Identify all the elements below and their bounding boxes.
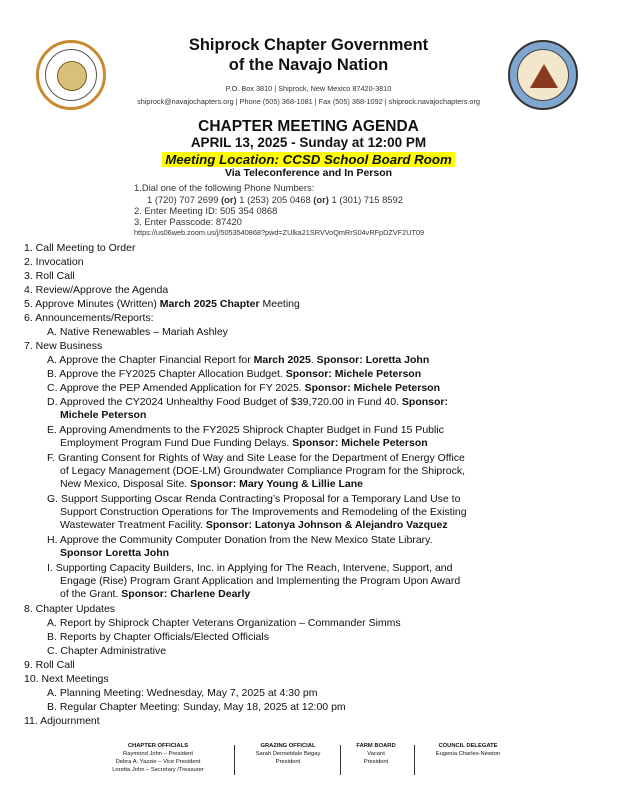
- footer-grazing-official: [248, 742, 328, 766]
- item-text: D. Approved the CY2024 Unhealthy Food Budget of $39,720.00 in Fund 40.: [47, 396, 402, 408]
- item-text: A. Approve the Chapter Financial Report for: [47, 354, 254, 366]
- phone-number-1: 1 (720) 707 2699: [147, 194, 219, 205]
- agenda-item-7d: [47, 396, 448, 409]
- dial-in-step-2: 2. Enter Meeting ID: 505 354 0868: [134, 205, 278, 216]
- agenda-item-7g-cont1: Support Construction Operations for The Improvements and Remodeling of the Existing: [60, 506, 467, 518]
- footer-heading: CHAPTER OFFICIALS: [127, 743, 189, 749]
- agenda-item-4: 4. Review/Approve the Agenda: [24, 284, 169, 296]
- agenda-item-7i-cont1: Engage (Rise) Program Grant Application and Implementing the Program Upon Award: [60, 575, 461, 587]
- agenda-item-7f: F. Granting Consent for Rights of Way and Site Lease for the Department of Energy Office: [47, 452, 465, 464]
- dial-in-step-3: 3. Enter Passcode: 87420: [134, 216, 242, 227]
- or-separator: (or): [313, 194, 329, 205]
- agenda-item-7h-cont: [60, 547, 169, 560]
- agenda-item-7i-cont2: [60, 588, 250, 601]
- agenda-item-7e-cont: [60, 437, 428, 450]
- agenda-item-5: [24, 298, 300, 311]
- agenda-item-11: 11. Adjournment: [24, 715, 100, 727]
- item-sponsor: Sponsor: Michele Peterson: [285, 368, 422, 380]
- item-sponsor: Sponsor: Michele Peterson: [292, 437, 428, 449]
- item-sponsor: Sponsor: Michele Peterson: [304, 382, 440, 394]
- agenda-item-10a: A. Planning Meeting: Wednesday, May 7, 2025 at 4:30 pm: [47, 687, 318, 699]
- agenda-item-10: 10. Next Meetings: [24, 673, 109, 685]
- item-text: .: [310, 354, 317, 366]
- footer-divider: [340, 745, 341, 775]
- mailing-address: P.O. Box 3810 | Shiprock, New Mexico 87420-3810: [225, 84, 392, 93]
- dial-in-numbers: [147, 194, 403, 205]
- footer-heading: GRAZING OFFICIAL: [260, 743, 316, 749]
- footer-line: Debra A. Yazzie – Vice President: [115, 759, 201, 765]
- item-sponsor: Sponsor: Charlene Dearly: [121, 588, 251, 600]
- item-sponsor: Sponsor Loretta John: [60, 547, 170, 559]
- footer-line: Sarah Dennetdale Begay: [255, 751, 321, 757]
- item-bold: March 2025: [253, 354, 311, 366]
- agenda-item-7b: [47, 368, 421, 381]
- agenda-item-6a: A. Native Renewables – Mariah Ashley: [47, 326, 228, 338]
- agenda-item-7d-cont: [60, 409, 146, 422]
- agenda-item-7f-cont2: [60, 478, 363, 491]
- item-sponsor: Michele Peterson: [60, 409, 147, 421]
- agenda-item-5-bold: March 2025 Chapter: [159, 298, 260, 310]
- agenda-item-8: 8. Chapter Updates: [24, 603, 116, 615]
- agenda-item-1: 1. Call Meeting to Order: [24, 242, 136, 254]
- footer-council-delegate: [426, 742, 510, 758]
- footer-line: Vacant: [367, 751, 385, 757]
- agenda-item-2: 2. Invocation: [24, 256, 84, 268]
- dial-in-step-1: 1.Dial one of the following Phone Numbers:: [134, 182, 315, 193]
- item-text: B. Approve the FY2025 Chapter Allocation Budget.: [47, 368, 286, 380]
- footer-line: President: [275, 759, 301, 765]
- footer-heading: COUNCIL DELEGATE: [438, 743, 498, 749]
- item-text: Employment Program Fund Due Funding Delays.: [60, 437, 293, 449]
- org-name-line1: Shiprock Chapter Government: [188, 36, 429, 54]
- contact-info: shiprock@navajochapters.org | Phone (505) 368-1081 | Fax (505) 368-1092 | shiprock.navajochapters.org: [137, 97, 480, 106]
- item-sponsor: Sponsor: Latonya Johnson & Alejandro Vazquez: [205, 519, 448, 531]
- agenda-item-7g: G. Support Supporting Oscar Renda Contracting’s Proposal for a Temporary Land Use to: [47, 493, 461, 505]
- agenda-item-7c: [47, 382, 440, 395]
- agenda-item-5-text: 5. Approve Minutes (Written): [24, 298, 160, 310]
- footer-line: President: [363, 759, 389, 765]
- footer-line: Loretta John – Secretary /Treasurer: [112, 767, 204, 773]
- phone-number-2: 1 (253) 205 0468: [239, 194, 311, 205]
- item-text: Wastewater Treatment Facility.: [60, 519, 206, 531]
- footer-heading: FARM BOARD: [356, 743, 396, 749]
- item-text: of the Grant.: [60, 588, 122, 600]
- item-text: New Mexico, Disposal Site.: [60, 478, 191, 490]
- item-sponsor: Sponsor: Mary Young & Lillie Lane: [190, 478, 364, 490]
- footer-farm-board: [346, 742, 406, 766]
- phone-number-3: 1 (301) 715 8592: [331, 194, 403, 205]
- agenda-item-7: 7. New Business: [24, 340, 103, 352]
- footer-divider: [234, 745, 235, 775]
- footer-chapter-officials: [108, 742, 208, 774]
- item-text: C. Approve the PEP Amended Application for FY 2025.: [47, 382, 305, 394]
- footer-line: Raymond John – President: [123, 751, 193, 757]
- agenda-item-8b: B. Reports by Chapter Officials/Elected Officials: [47, 631, 269, 643]
- agenda-item-7g-cont2: [60, 519, 448, 532]
- item-sponsor: Sponsor: Loretta John: [316, 354, 430, 366]
- or-separator: (or): [221, 194, 237, 205]
- org-name-line2: of the Navajo Nation: [228, 56, 389, 74]
- zoom-link[interactable]: https://us06web.zoom.us/j/5053540868?pwd=ZUlka21SRVVoQmRrS04vRFpDZVF2UT09: [134, 228, 425, 237]
- agenda-item-7e: E. Approving Amendments to the FY2025 Shiprock Chapter Budget in Fund 15 Public: [47, 424, 444, 436]
- agenda-item-8c: C. Chapter Administrative: [47, 645, 167, 657]
- footer-divider: [414, 745, 415, 775]
- agenda-item-7a: [47, 354, 429, 367]
- agenda-item-5-tail: Meeting: [259, 298, 300, 310]
- agenda-item-7i: I. Supporting Capacity Builders, Inc. in Applying for The Reach, Intervene, Support, and: [47, 562, 453, 574]
- agenda-item-9: 9. Roll Call: [24, 659, 75, 671]
- agenda-item-8a: A. Report by Shiprock Chapter Veterans Organization – Commander Simms: [47, 617, 401, 629]
- item-sponsor: Sponsor:: [401, 396, 449, 408]
- agenda-title: CHAPTER MEETING AGENDA: [198, 118, 419, 135]
- agenda-item-3: 3. Roll Call: [24, 270, 75, 282]
- meeting-location: Meeting Location: CCSD School Board Room: [162, 152, 455, 167]
- agenda-item-7h: H. Approve the Community Computer Donation from the New Mexico State Library.: [47, 534, 433, 546]
- agenda-item-10b: B. Regular Chapter Meeting: Sunday, May 18, 2025 at 12:00 pm: [47, 701, 346, 713]
- meeting-mode: Via Teleconference and In Person: [224, 167, 393, 179]
- agenda-item-7f-cont1: of Legacy Management (DOE-LM) Groundwater Compliance Program for the Shiprock,: [60, 465, 466, 477]
- agenda-item-6: 6. Announcements/Reports:: [24, 312, 154, 324]
- footer-line: Eugenia Charles-Newton: [435, 751, 501, 757]
- agenda-date: APRIL 13, 2025 - Sunday at 12:00 PM: [190, 135, 427, 150]
